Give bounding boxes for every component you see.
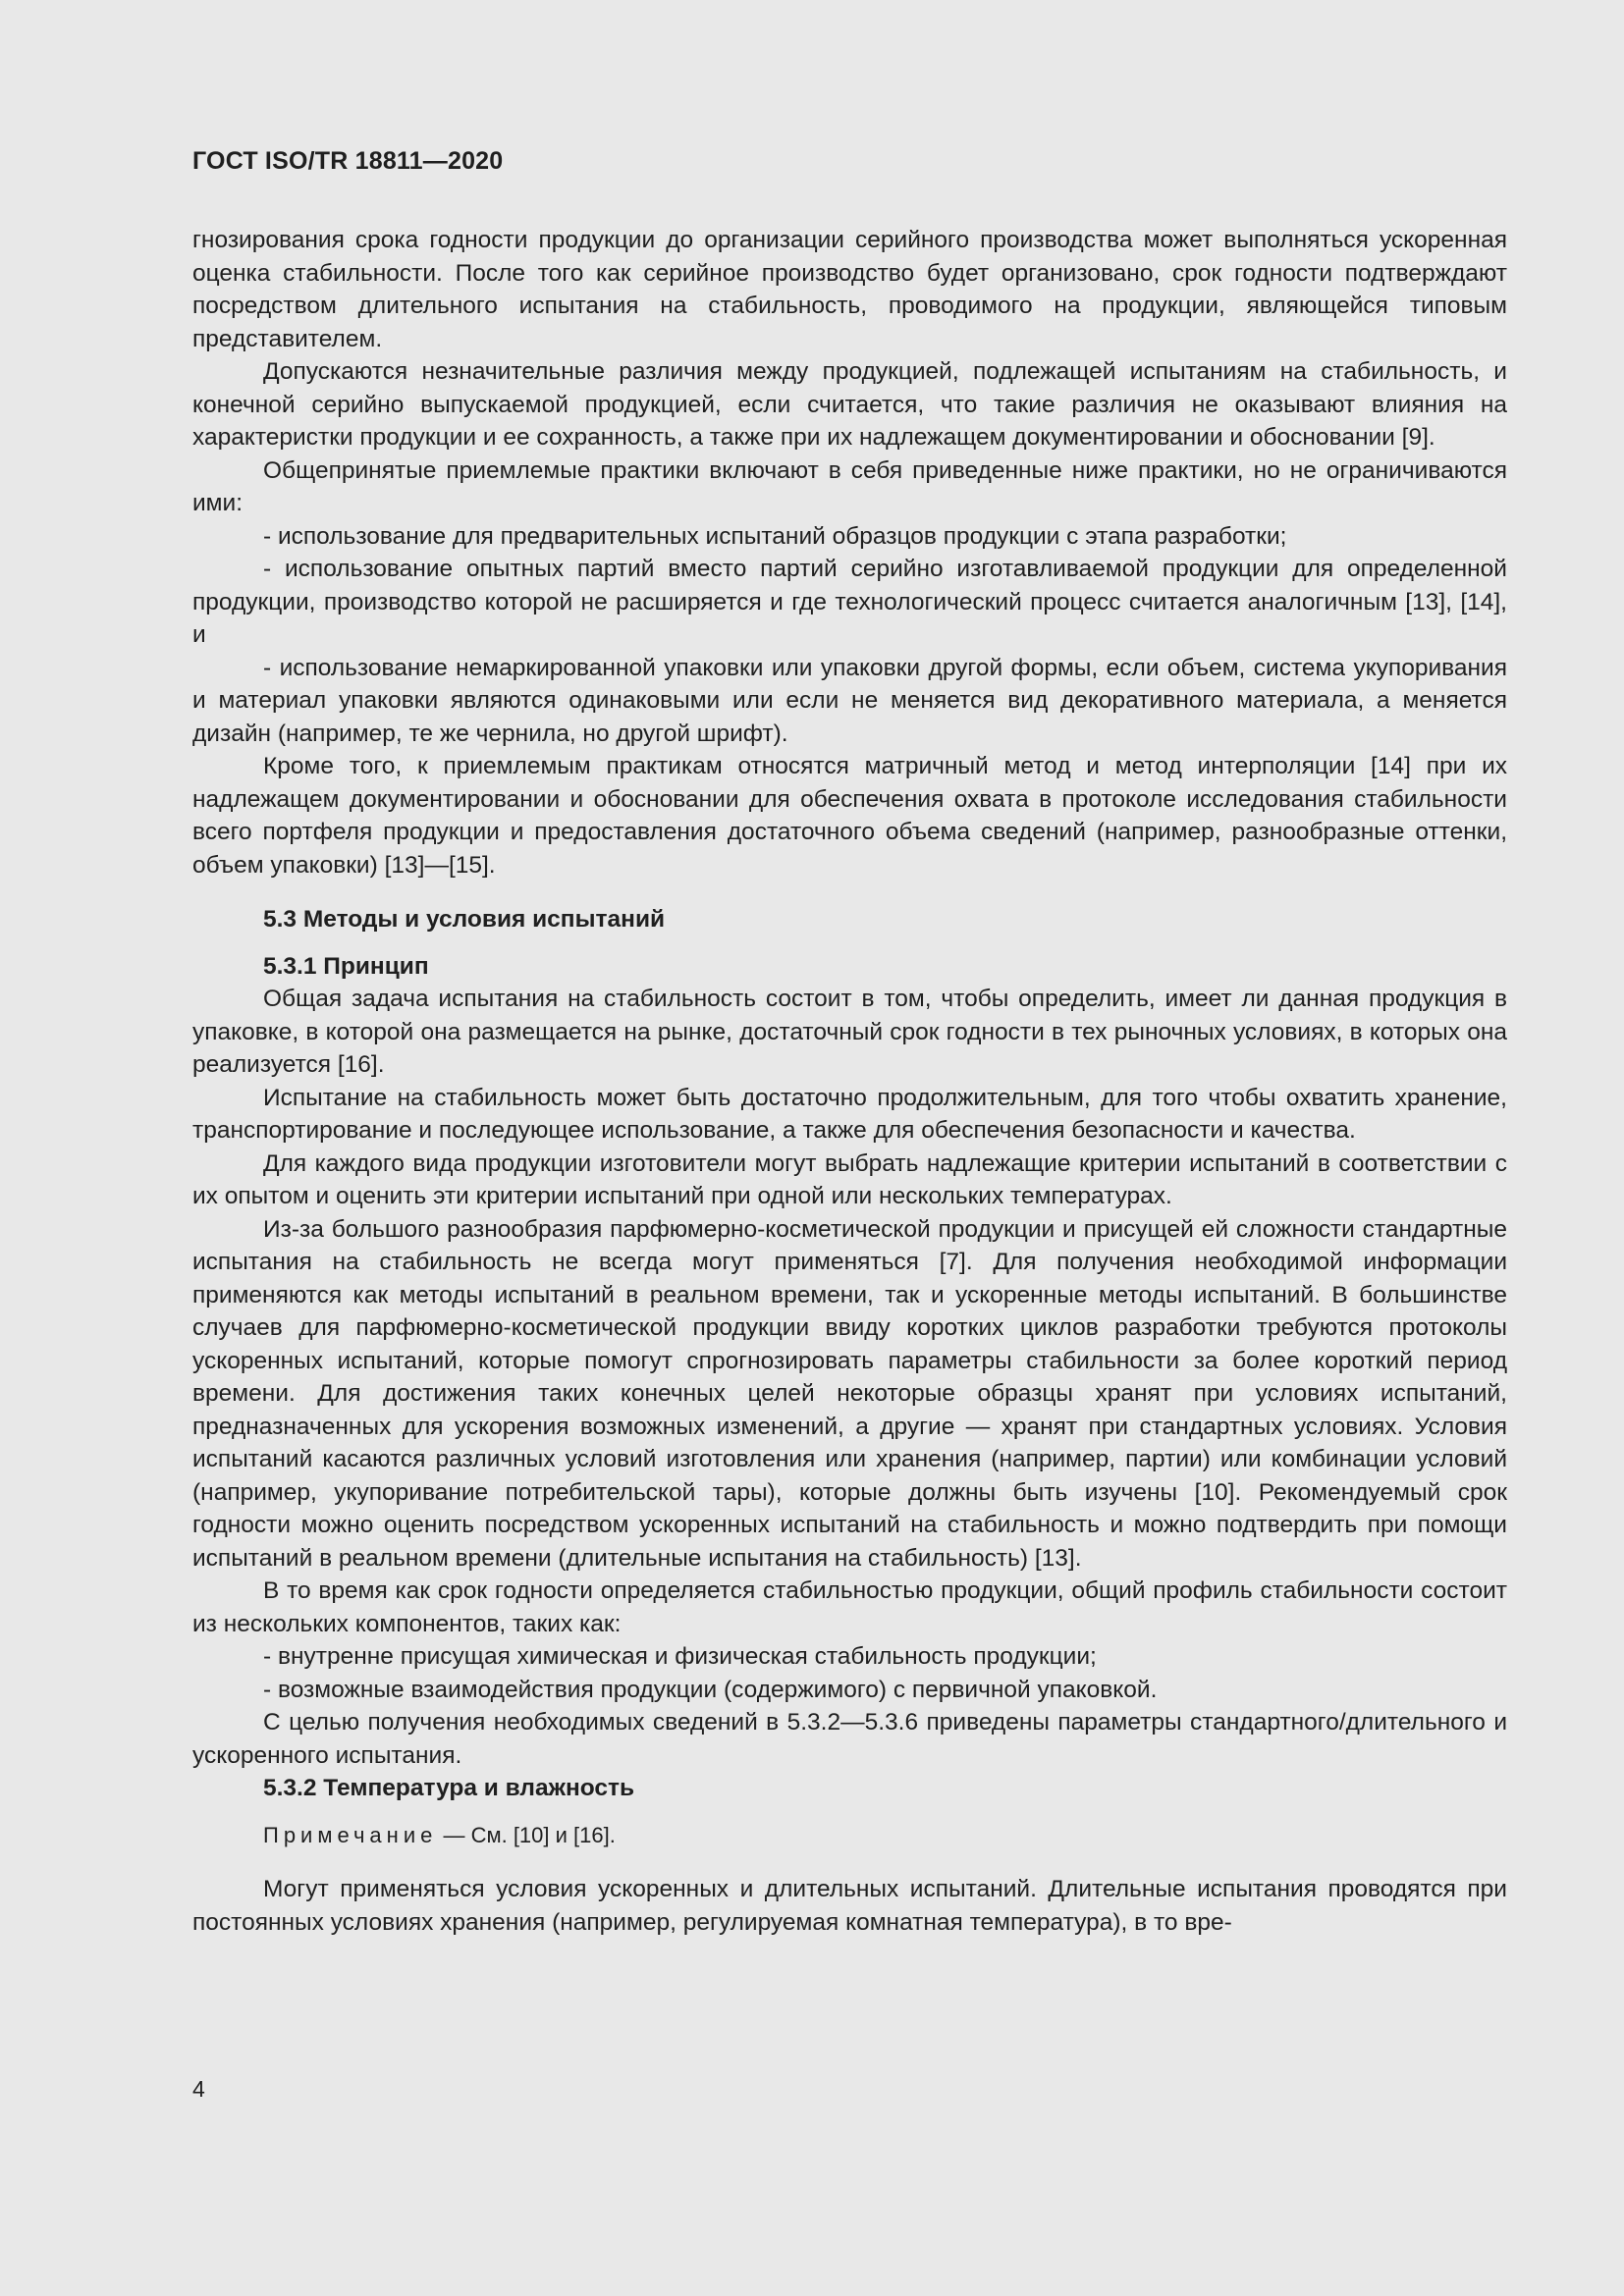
note-label: Примечание [263, 1822, 438, 1847]
paragraph: Испытание на стабильность может быть достаточно продолжительным, для того чтобы охватить хранение, транспортирование и последующее использование, а также для обеспечения безопасности и качества. [192, 1084, 1507, 1144]
paragraph: гнозирования срока годности продукции до организации серийного производства может выполняться ускоренная оценка стабильности. После того как серийное производство будет организовано, срок годности подтверждают посредством длительного испытания на стабильность, проводимого на продукции, являющейся типовым представителем. [192, 227, 1507, 352]
paragraph: Общая задача испытания на стабильность состоит в том, чтобы определить, имеет ли данная продукция в упаковке, в которой она размещается на рынке, достаточный срок годности в тех рыночных условиях, в которых она реализуется [16]. [192, 986, 1507, 1078]
paragraph: Кроме того, к приемлемым практикам относятся матричный метод и метод интерполяции [14] при их надлежащем документировании и обосновании для обеспечения охвата в протоколе исследования стабильности всего портфеля продукции и предоставления достаточного объема сведений (например, разнообразные оттенки, объем упаковки) [13]—[15]. [192, 753, 1507, 879]
paragraph: В то время как срок годности определяется стабильностью продукции, общий профиль стабильности состоит из нескольких компонентов, таких как: [192, 1577, 1507, 1637]
list-item: - внутренне присущая химическая и физическая стабильность продукции; [263, 1643, 1097, 1670]
paragraph: Могут применяться условия ускоренных и длительных испытаний. Длительные испытания проводятся при постоянных условиях хранения (например, регулируемая комнатная температура), в то вре- [192, 1876, 1507, 1936]
paragraph: Допускаются незначительные различия между продукцией, подлежащей испытаниям на стабильность, и конечной серийно выпускаемой продукцией, если считается, что такие различия не оказывают влияния на характеристки продукции и ее сохранность, а также при их надлежащем документировании и обосновании [9]. [192, 358, 1507, 451]
list-item: - возможные взаимодействия продукции (содержимого) с первичной упаковкой. [263, 1676, 1158, 1703]
paragraph: Из-за большого разнообразия парфюмерно-косметической продукции и присущей ей сложности стандартные испытания на стабильность не всегда могут применяться [7]. Для получения необходимой информации применяются как методы испытаний в реальном времени, так и ускоренные методы испытаний. В большинстве случаев для парфюмерно-косметической продукции ввиду коротких циклов разработки требуются протоколы ускоренных испытаний, которые помогут спрогнозировать параметры стабильности за более короткий период времени. Для достижения таких конечных целей некоторые образцы хранят при условиях испытаний, предназначенных для ускорения возможных изменений, а другие — хранят при стандартных условиях. Условия испытаний касаются различных условий изготовления или хранения (например, партии) или комбинации условий (например, укупоривание потребительской тары), которые должны быть изучены [10]. Рекомендуемый срок годности можно оценить посредством ускоренных испытаний на стабильность и можно подтвердить при помощи испытаний в реальном времени (длительные испытания на стабильность) [13]. [192, 1215, 1507, 1572]
paragraph: Для каждого вида продукции изготовители могут выбрать надлежащие критерии испытаний в соответствии с их опытом и оценить эти критерии испытаний при одной или нескольких температурах. [192, 1149, 1507, 1209]
document-header: ГОСТ ISO/TR 18811—2020 [192, 147, 504, 175]
list-item: - использование немаркированной упаковки или упаковки другой формы, если объем, система укупоривания и материал упаковки являются одинаковыми или если не меняется вид декоративного материала, а меняется дизайн (например, те же чернила, но другой шрифт). [192, 654, 1507, 747]
page-number: 4 [192, 2076, 205, 2102]
section-heading-5-3-1: 5.3.1 Принцип [263, 952, 429, 980]
note [192, 1819, 1507, 1852]
document-body [192, 224, 1507, 1939]
list-item: - использование для предварительных испытаний образцов продукции с этапа разработки; [263, 522, 1287, 550]
paragraph: Общепринятые приемлемые практики включают в себя приведенные ниже практики, но не ограничиваются ими: [192, 456, 1507, 516]
note-text: — См. [10] и [16]. [443, 1822, 616, 1847]
paragraph: С целью получения необходимых сведений в 5.3.2—5.3.6 приведены параметры стандартного/длительного и ускоренного испытания. [192, 1709, 1507, 1769]
section-heading-5-3-2: 5.3.2 Температура и влажность [263, 1775, 635, 1801]
list-item: - использование опытных партий вместо партий серийно изготавливаемой продукции для определенной продукции, производство которой не расширяется и где технологический процесс считается аналогичным [13], [14], и [192, 556, 1507, 648]
section-heading-5-3: 5.3 Методы и условия испытаний [263, 906, 666, 933]
